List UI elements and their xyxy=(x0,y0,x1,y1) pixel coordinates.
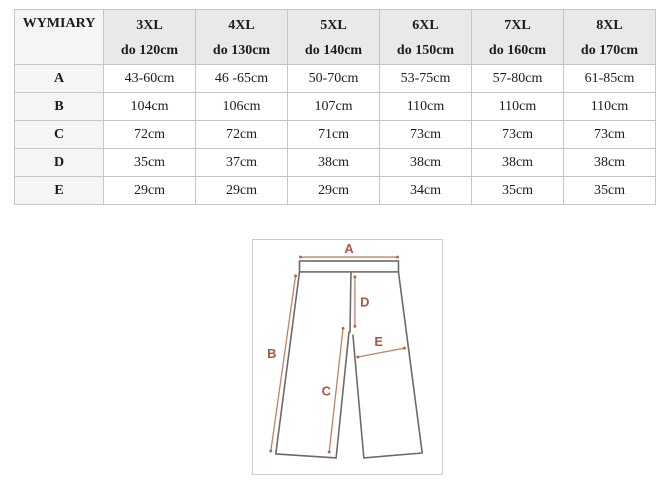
table-cell: 61-85cm xyxy=(564,65,656,93)
pants-waistband xyxy=(300,261,399,272)
table-cell: 38cm xyxy=(472,149,564,177)
column-size-label: 3XL xyxy=(136,18,163,33)
column-size-label: 7XL xyxy=(504,18,531,33)
table-cell: 38cm xyxy=(564,149,656,177)
measure-c-arrow xyxy=(329,328,343,452)
measure-c-dot xyxy=(328,451,331,454)
column-size-label: 6XL xyxy=(412,18,439,33)
measure-e-label: E xyxy=(374,334,383,350)
table-row-a xyxy=(15,65,656,93)
measure-e-arrow xyxy=(358,348,405,357)
measure-d-dot xyxy=(353,275,356,278)
table-cell: 38cm xyxy=(380,149,472,177)
table-cell: 71cm xyxy=(288,121,380,149)
table-cell: 73cm xyxy=(380,121,472,149)
table-cell: 57-80cm xyxy=(472,65,564,93)
column-header-3xl xyxy=(104,10,196,65)
measure-d-dot xyxy=(353,325,356,328)
measure-b-arrow xyxy=(271,276,296,451)
column-range-label: do 170cm xyxy=(580,43,639,58)
table-cell: 73cm xyxy=(564,121,656,149)
pants-left-leg xyxy=(276,272,349,458)
table-header-row xyxy=(15,10,656,65)
measure-a-dot xyxy=(299,256,302,259)
row-header-d: D xyxy=(15,149,104,177)
measurement-diagram-box xyxy=(252,239,443,475)
column-size-label: 4XL xyxy=(228,18,255,33)
column-range-label: do 120cm xyxy=(120,43,179,58)
table-row-b xyxy=(15,93,656,121)
table-cell: 46 -65cm xyxy=(196,65,288,93)
pants-fly-line xyxy=(350,272,351,332)
measure-a-dot xyxy=(396,256,399,259)
column-header-8xl xyxy=(564,10,656,65)
table-cell: 72cm xyxy=(104,121,196,149)
table-cell: 38cm xyxy=(288,149,380,177)
table-cell: 29cm xyxy=(288,177,380,205)
table-cell: 34cm xyxy=(380,177,472,205)
column-size-label: 8XL xyxy=(596,18,623,33)
row-header-e: E xyxy=(15,177,104,205)
table-cell: 73cm xyxy=(472,121,564,149)
measure-e-dot xyxy=(403,347,406,350)
table-cell: 106cm xyxy=(196,93,288,121)
measure-c-dot xyxy=(342,327,345,330)
table-cell: 29cm xyxy=(104,177,196,205)
measure-c-label: C xyxy=(321,383,331,399)
table-cell: 110cm xyxy=(472,93,564,121)
table-cell: 35cm xyxy=(472,177,564,205)
table-cell: 104cm xyxy=(104,93,196,121)
measure-b-dot xyxy=(294,274,297,277)
table-cell: 50-70cm xyxy=(288,65,380,93)
measure-e-dot xyxy=(356,356,359,359)
measure-b-label: B xyxy=(267,345,277,361)
column-range-label: do 140cm xyxy=(304,43,363,58)
pants-diagram xyxy=(253,240,442,474)
row-header-a: A xyxy=(15,65,104,93)
row-header-b: B xyxy=(15,93,104,121)
column-header-4xl xyxy=(196,10,288,65)
corner-header-cell xyxy=(15,10,104,65)
table-cell: 53-75cm xyxy=(380,65,472,93)
measure-b-dot xyxy=(269,450,272,453)
table-cell: 72cm xyxy=(196,121,288,149)
corner-header-label: WYMIARY xyxy=(22,16,96,31)
size-chart-table xyxy=(14,9,656,205)
column-header-6xl xyxy=(380,10,472,65)
table-cell: 37cm xyxy=(196,149,288,177)
measure-a-label: A xyxy=(344,241,354,257)
table-row-d xyxy=(15,149,656,177)
table-cell: 107cm xyxy=(288,93,380,121)
column-range-label: do 130cm xyxy=(212,43,271,58)
table-cell: 29cm xyxy=(196,177,288,205)
row-header-c: C xyxy=(15,121,104,149)
column-size-label: 5XL xyxy=(320,18,347,33)
column-header-7xl xyxy=(472,10,564,65)
table-cell: 35cm xyxy=(564,177,656,205)
table-row-e xyxy=(15,177,656,205)
column-range-label: do 150cm xyxy=(396,43,455,58)
table-cell: 110cm xyxy=(380,93,472,121)
column-header-5xl xyxy=(288,10,380,65)
table-row-c xyxy=(15,121,656,149)
table-cell: 35cm xyxy=(104,149,196,177)
table-cell: 43-60cm xyxy=(104,65,196,93)
column-range-label: do 160cm xyxy=(488,43,547,58)
measure-d-label: D xyxy=(360,294,370,310)
table-cell: 110cm xyxy=(564,93,656,121)
